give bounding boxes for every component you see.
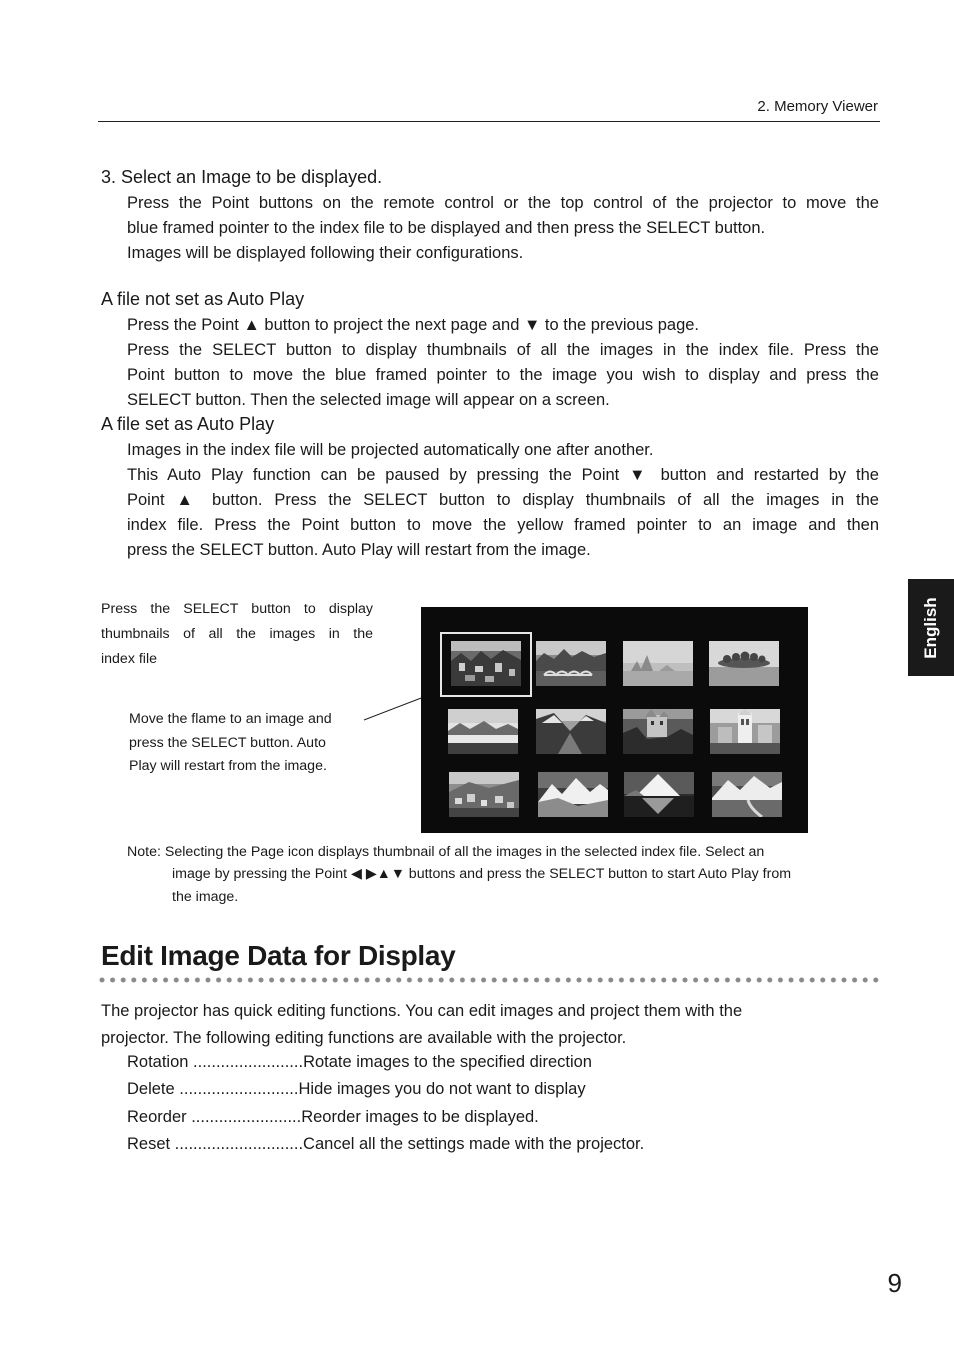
thumb-cathedral[interactable]	[710, 709, 780, 754]
thumb-bridge-town[interactable]	[536, 641, 606, 686]
function-name: Delete ..........................	[127, 1080, 299, 1098]
language-tab-label: English	[921, 596, 940, 659]
note-line2: image by pressing the Point ◀ ▶▲▼ buttons and press the SELECT button to start Auto Play from	[172, 866, 792, 882]
not-auto-paragraph	[127, 338, 879, 413]
auto-heading: A file set as Auto Play	[101, 414, 275, 434]
step3-heading: 3. Select an Image to be displayed.	[101, 167, 383, 187]
callout-select-line: thumbnails of all the images in the	[101, 626, 373, 642]
selection-frame[interactable]	[440, 632, 532, 697]
language-tab	[908, 579, 954, 676]
section-header: 2. Memory Viewer	[757, 98, 878, 115]
function-row-reset	[127, 1135, 644, 1154]
callout-select	[101, 597, 373, 672]
note-line3: the image.	[172, 889, 239, 905]
thumb-alpine-road[interactable]	[712, 772, 782, 817]
thumb-misty-lake[interactable]	[623, 641, 693, 686]
callout-select-line: index file	[101, 651, 157, 667]
thumb-snow-mountains[interactable]	[538, 772, 608, 817]
callout-move-line: Move the flame to an image and	[129, 711, 332, 727]
callout-select-line: Press the SELECT button to display	[101, 601, 373, 617]
not-auto-line: SELECT button. Then the selected image will appear on a screen.	[127, 391, 610, 409]
thumb-field-mountains[interactable]	[448, 709, 518, 754]
not-auto-line: Point button to move the blue framed pointer to the image you wish to display and press the	[127, 366, 879, 384]
auto-line: press the SELECT button. Auto Play will restart from the image.	[127, 541, 591, 559]
step3-line: Images will be displayed following their configurations.	[127, 244, 524, 262]
auto-line1: Images in the index file will be projected automatically one after another.	[127, 441, 654, 459]
thumb-hill-town[interactable]	[449, 772, 519, 817]
auto-paragraph	[127, 463, 879, 563]
step3-line: blue framed pointer to the index file to be displayed and then press the SELECT button.	[127, 219, 766, 237]
thumb-tree-island[interactable]	[709, 641, 779, 686]
function-desc: Rotate images to the specified direction	[303, 1053, 592, 1071]
section-title: Edit Image Data for Display	[101, 940, 456, 971]
header-divider	[98, 121, 880, 122]
not-auto-line1: Press the Point ▲ button to project the next page and ▼ to the previous page.	[127, 316, 700, 334]
callout-move-line: Play will restart from the image.	[129, 758, 327, 774]
not-auto-line: Press the SELECT button to display thumbnails of all the images in the index file. Press the	[127, 341, 879, 359]
page-number: 9	[887, 1268, 902, 1298]
function-name: Reset ............................	[127, 1135, 304, 1153]
function-name: Rotation ........................	[127, 1053, 304, 1071]
function-desc: Reorder images to be displayed.	[301, 1108, 539, 1126]
function-desc: Cancel all the settings made with the projector.	[303, 1135, 645, 1153]
function-row-reorder	[127, 1108, 539, 1127]
thumb-peak-reflection[interactable]	[624, 772, 694, 817]
not-auto-heading: A file not set as Auto Play	[101, 289, 305, 309]
function-name: Reorder ........................	[127, 1108, 302, 1126]
auto-line: Point ▲ button. Press the SELECT button to display thumbnails of all the images in the	[127, 491, 879, 509]
callout-move	[129, 708, 369, 779]
function-row-delete	[127, 1080, 586, 1099]
edit-intro-line2: projector. The following editing functions are available with the projector.	[101, 1029, 627, 1047]
step3-line: Press the Point buttons on the remote control or the top control of the projector to move the	[127, 194, 879, 212]
thumb-castle[interactable]	[623, 709, 693, 754]
dotted-divider	[98, 976, 882, 984]
auto-line: index file. Press the Point button to move the yellow framed pointer to an image and then	[127, 516, 879, 534]
step3-paragraph	[127, 191, 879, 266]
auto-line: This Auto Play function can be paused by pressing the Point ▼ button and restarted by the	[127, 466, 879, 484]
note-line1: Note: Selecting the Page icon displays thumbnail of all the images in the selected index file. Select an	[127, 844, 765, 860]
callout-move-line: press the SELECT button. Auto	[129, 734, 326, 751]
thumb-mountain-valley[interactable]	[536, 709, 606, 754]
function-row-rotation	[127, 1053, 592, 1072]
edit-intro-line1: The projector has quick editing functions. You can edit images and project them with the	[101, 1002, 743, 1020]
function-desc: Hide images you do not want to display	[298, 1080, 586, 1098]
